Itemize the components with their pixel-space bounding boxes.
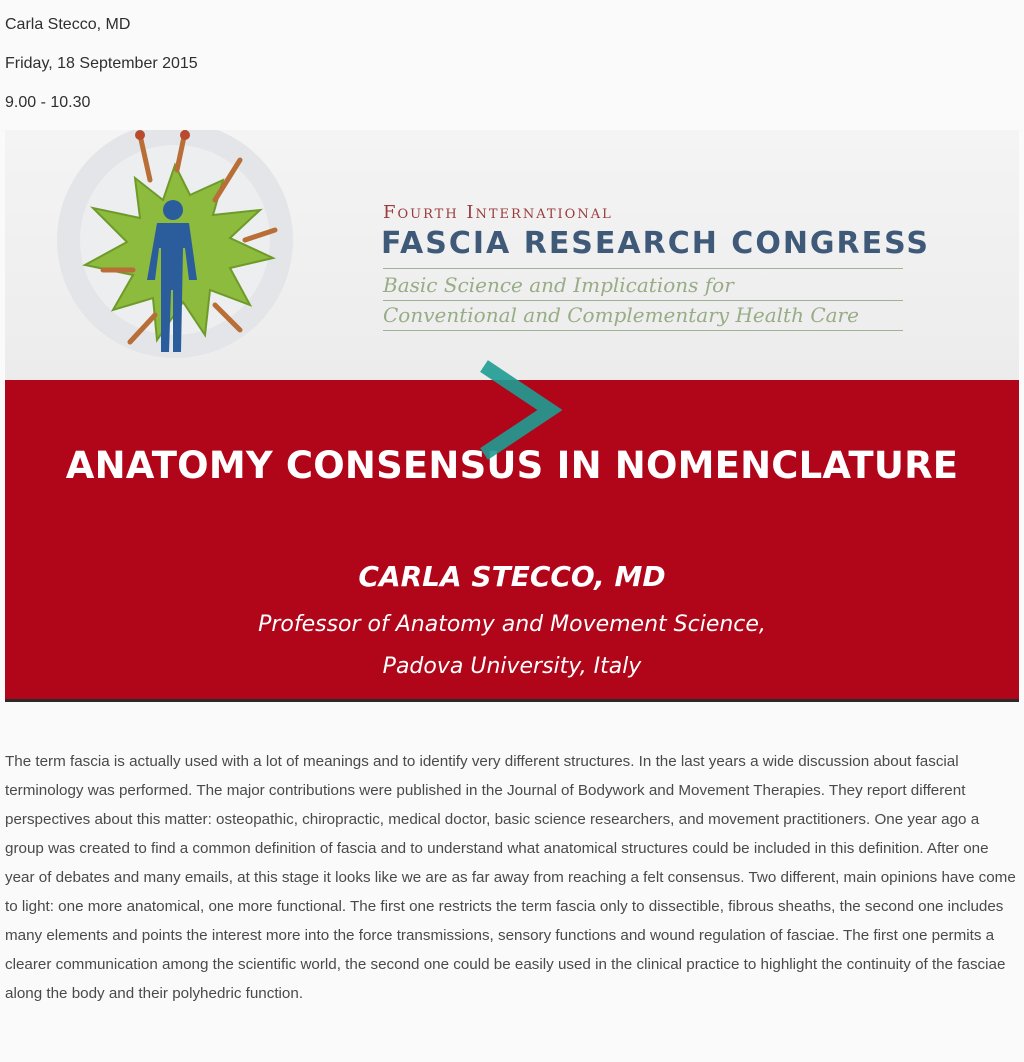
conference-ordinal: Fourth International: [383, 202, 613, 223]
congress-banner: [5, 130, 1019, 380]
divider: [383, 300, 903, 301]
speaker-role: Professor of Anatomy and Movement Science,: [258, 612, 766, 637]
conference-tagline-1: Basic Science and Implications for: [383, 273, 734, 297]
divider: [383, 330, 903, 331]
human-figure-logo-icon: [45, 130, 325, 370]
play-icon[interactable]: [462, 358, 562, 462]
author-name: Carla Stecco, MD: [5, 16, 131, 33]
talk-title: ANATOMY CONSENSUS IN NOMENCLATURE: [65, 444, 959, 487]
abstract-text: The term fascia is actually used with a lot of meanings and to identify very different structures. In the last years a wide discussion about fascial terminology was performed. The major contributions were published in the Journal of Bodywork and Movement Therapies. They report different perspectives about this matter: osteopathic, chiropractic, medical doctor, basic science researchers, and movement practitioners. One year ago a group was created to find a common definition of fascia and to understand what anatomical structures could be included in this definition. After one year of debates and many emails, at this stage it looks like we are as far away from reaching a felt consensus. Two different, main opinions have come to light: one more anatomical, one more functional. The first one restricts the term fascia only to dissectible, fibrous sheaths, the second one includes many elements and points the interest more into the force transmissions, sensory functions and wound regulation of fasciae. The first one permits a clearer communication among the scientific world, the second one could be easily used in the clinical practice to highlight the continuity of the fasciae along the body and their polyhedric function.: [5, 753, 1016, 1002]
speaker-name: CARLA STECCO, MD: [358, 560, 666, 593]
session-date: Friday, 18 September 2015: [5, 55, 198, 72]
session-meta: [5, 14, 198, 131]
speaker-affiliation: Padova University, Italy: [382, 654, 642, 679]
conference-tagline-2: Conventional and Complementary Health Care: [383, 303, 859, 327]
conference-name: FASCIA RESEARCH CONGRESS: [381, 226, 931, 261]
session-time: 9.00 - 10.30: [5, 94, 91, 111]
divider: [383, 268, 903, 269]
